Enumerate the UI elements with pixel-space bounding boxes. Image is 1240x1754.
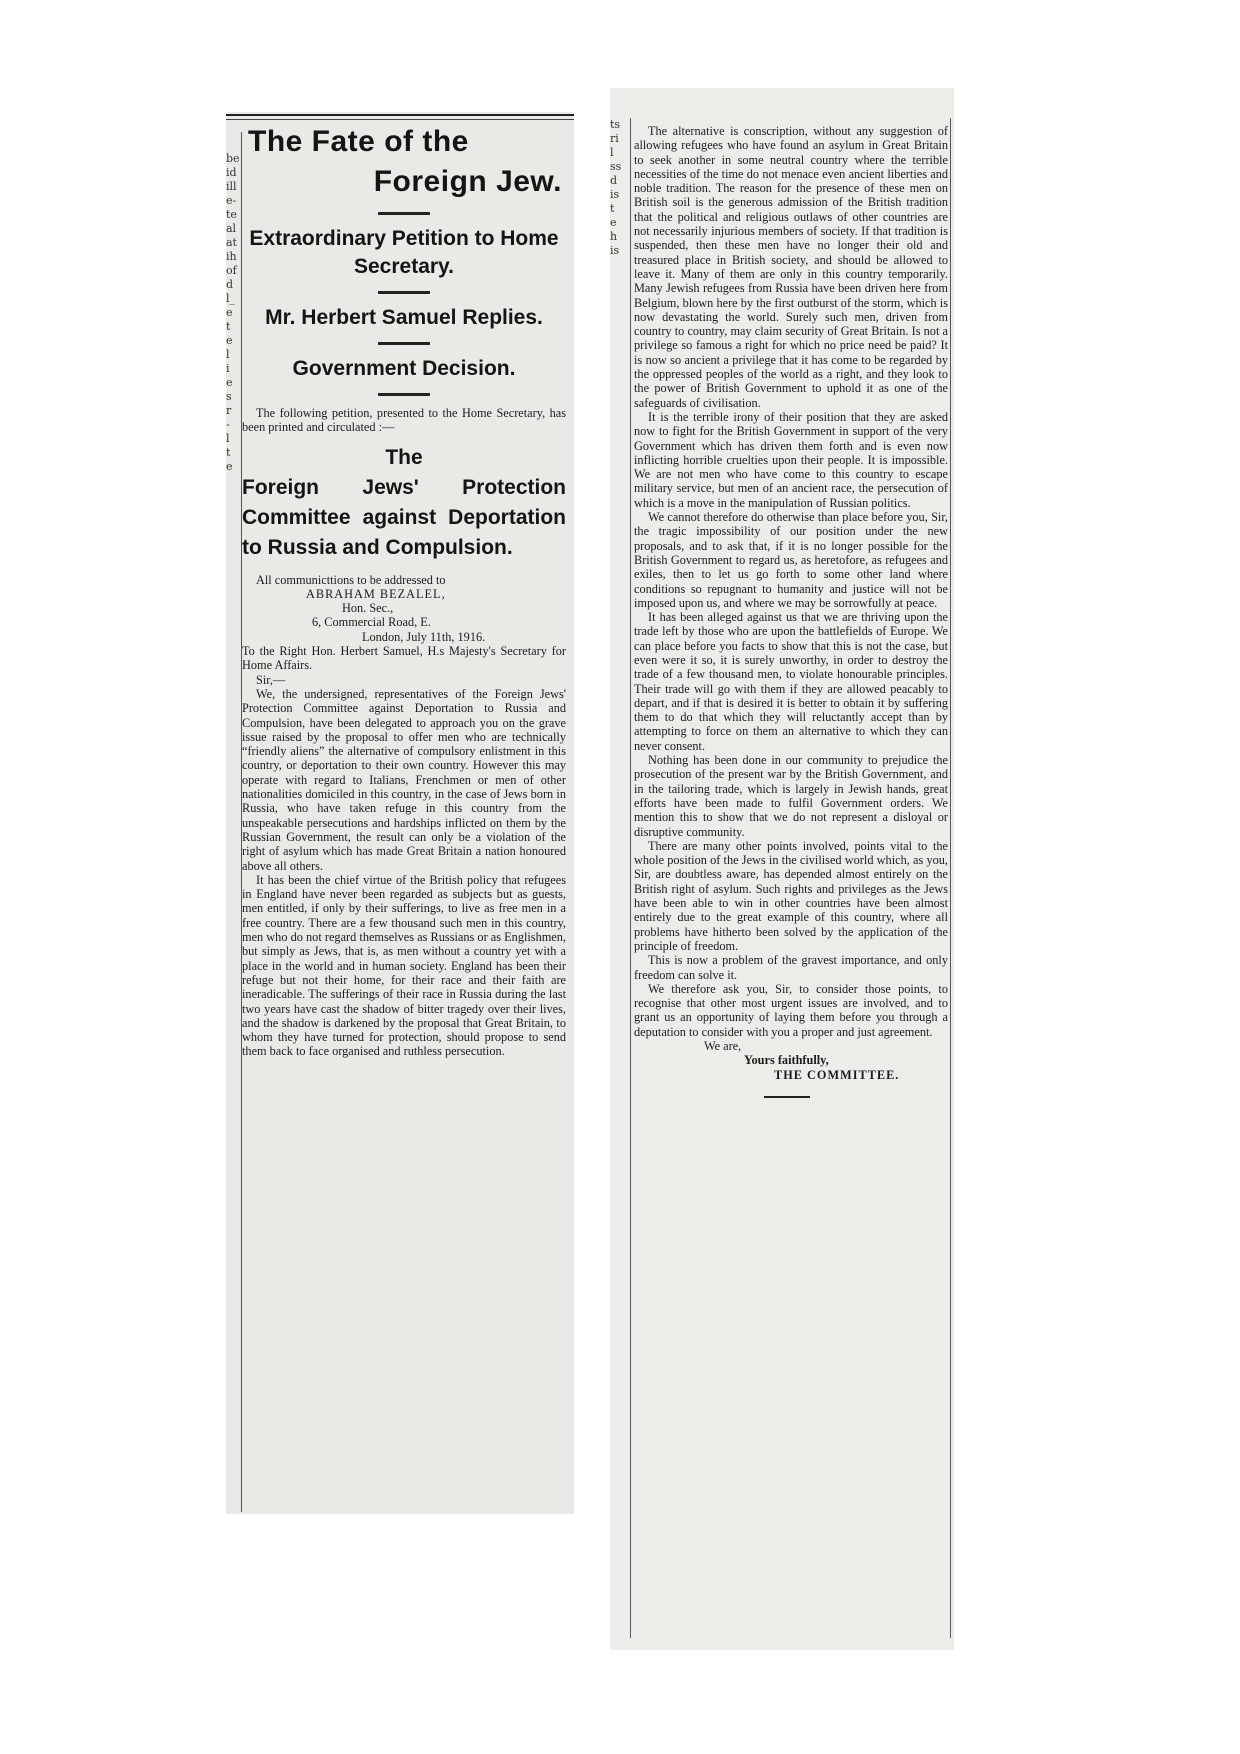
paragraph: There are many other points involved, points vital to the whole position of the Jews in the civilised world which, as you, Sir, are doubtless aware, has depended almost entirely on the British right of asylum. Such rights and privileges as the Jews have been able to win in other countries have been almost entirely due to the great example of this country, where all problems have hitherto been solved by the application of the principle of freedom. [634,838,948,953]
gutter-fragment: is [610,244,620,257]
column-rule [950,118,951,1638]
gutter-fragment: at [226,236,237,249]
divider [378,291,430,294]
gutter-fragment: l [610,146,614,159]
gutter-fragment: ill [226,180,237,193]
subheading-replies: Mr. Herbert Samuel Replies. [265,306,543,329]
committee-name: Foreign Jews' Protection Committee against Deportation to Russia and Compulsion. [242,475,566,559]
gutter-fragment: e [226,460,233,473]
headline-line1: The Fate of the [248,125,469,158]
gutter-fragment: ri [610,132,619,145]
headline-line2: Foreign Jew. [373,165,562,198]
divider [378,342,430,345]
closing-we-are: We are, [704,1039,742,1053]
subheading-decision: Government Decision. [292,357,516,380]
paragraph: We, the undersigned, representatives of the Foreign Jews' Protection Committee against Deportation to Russia and Compulsion, have been delegated to approach you on the grave issue raised by the proposal to offer men who are technically “friendly aliens” the alternative of compulsory enlistment in this country, or deportation to their own country. However this may operate with regard to Italians, Frenchmen or men of other nationalities domiciled in this country, in the case of Jews born in Russia, who have taken refuge in this country from the unspeakable persecutions and hardships inflicted on them by the Russian Government, the result can only be a violation of the right of asylum which has made Great Britain a nation honoured above all others. [242,686,566,873]
paragraph: It has been the chief virtue of the British policy that refugees in England have never been regarded as subjects but as guests, men entitled, if only by their sufferings, to live as free men in a free country. There are a few thousand such men in this country, men who do not regard themselves as Russians or as Englishmen, but simply as Jews, that is, as men without a country yet with a place in the world and in human society. England has been their refuge but not their home, for their race and their faith are ineradicable. The sufferings of their race in Russia during the last two years have cast the shadow of bitter tragedy over their lives, and the shadow is darkened by the proposal that Great Britain, to whom they have turned for protection, should propose to send them back to face organised and ruthless persecution. [242,872,566,1059]
committee-the: The [385,445,423,469]
gutter-fragment: - [226,418,230,431]
paragraph: We cannot therefore do otherwise than place before you, Sir, the tragic impossibility of our position under the new proposals, and to ask that, if it is no longer possible for the British Government to regard us, as heretofore, as refugees and exiles, then to let us go forth to some other land where conditions so repugnant to humanity and justice will not be imposed upon us, and where we may be sorrowfully at peace. [634,510,948,610]
gutter-fragment: e [226,306,233,319]
salutation: Sir,— [256,672,286,687]
gutter-fragment: h [610,230,618,243]
gutter-fragment: of [226,264,237,277]
gutter-fragment: ts [610,118,621,131]
gutter-fragment: r [226,404,232,417]
gutter-fragment: i [226,362,230,375]
gutter-fragment: e [226,334,233,347]
divider [378,393,430,396]
gutter-fragment: d [610,174,618,187]
gutter-fragment: e [610,216,617,229]
address-street: 6, Commercial Road, E. [312,615,431,630]
address-line: All communicttions to be addressed to [256,572,446,587]
gutter-fragment: ih [226,250,237,263]
subheading-petition: Extraordinary Petition to Home Secretary. [249,227,559,278]
gutter-fragment: t [226,320,231,333]
divider [378,212,430,215]
left-clipping [226,112,574,1514]
end-rule [764,1096,810,1098]
left-gutter-fragments [226,152,240,474]
gutter-fragment: e [226,376,233,389]
gutter-fragment: te [226,208,237,221]
gutter-fragment: d [226,278,234,291]
addressee: To the Right Hon. Herbert Samuel, H.s Majesty's Secretary for Home Affairs. [242,644,566,673]
gutter-fragment: l [226,432,230,445]
paragraph: It is the terrible irony of their position that they are asked now to fight for the British Government in support of the very Government which has driven them forth and is even now inflicting horrible cruelties upon their people. It is impossible. We are not men who have come to this country to escape military service, but men of an ancient race, the persecution of which is a move in the manipulation of Russian politics. [634,409,948,510]
gutter-fragment: id [226,166,237,179]
address-role: Hon. Sec., [342,601,394,616]
paragraph: This is now a problem of the gravest importance, and only freedom can solve it. [634,953,948,982]
address-date: London, July 11th, 1916. [362,629,486,644]
gutter-fragment: l [226,348,230,361]
paragraph: We therefore ask you, Sir, to consider those points, to recognise that other most urgent issues are involved, and to grant us an opportunity of laying them before you through a deputation to consider with you a proper and just agreement. [634,981,948,1039]
gutter-fragment: be [226,152,240,165]
address-name: ABRAHAM BEZALEL, [306,586,446,601]
paragraph: The alternative is conscription, without any suggestion of allowing refugees who have found an asylum in Great Britain to seek another in some neutral country where the terrible necessities of the time do not menace even ancient liberties and noble tradition. The reason for the presence of these men on British soil is the generous admission of the British tradition that the political and religious outlaws of other countries are not necessarily injurious members of society. If that tradition is suspended, then these men have no longer their old and treasured place in British society, and should be allowed to leave it. Many of them are only in this country temporarily. Many Jewish refugees from Russia have been driven here from Belgium, blown here by the first outburst of the storm, which is now devastating the world. Surely such men, driven from country to country, may claim security of Great Britain. Is not a privilege so famous a right for which no price need be paid? It is now so ancient a privilege that it has come to be regarded by the oppressed peoples of the world as a right, and they look to the power of British Government to uphold it as one of the safeguards of civilisation. [634,124,948,410]
closing-yours: Yours faithfully, [744,1053,829,1068]
left-column [242,122,566,1059]
gutter-fragment: ss [610,160,622,173]
paragraph: It has been alleged against us that we are thriving upon the trade left by those who are upon the battlefields of Europe. We can place before you facts to show that this is not the case, but even were it so, it is surely unworthy, in order to destroy the trade of a few thousand men, to violate honourable principles. Their trade will go with them if they are allowed peacably to depart, and if that is desired it is better to obtain it by suffering them to do that which they will reluctantly accept than by attempting to force on them an alternative to which they can never consent. [634,610,948,753]
column-rule [630,118,631,1638]
gutter-fragment: t [226,446,231,459]
intro-paragraph: The following petition, presented to the Home Secretary, has been printed and circulated :— [242,406,566,435]
top-rule [226,114,574,120]
right-gutter-fragments [610,118,624,258]
gutter-fragment: is [610,188,620,201]
paragraph: Nothing has been done in our community to prejudice the prosecution of the present war by the British Government, and in the tailoring trade, which is largely in Jewish hands, great efforts have been made to fulfil Government orders. We mention this to show that we do not represent a disloyal or disruptive community. [634,753,948,839]
gutter-fragment: t [610,202,615,215]
right-clipping [610,88,954,1650]
gutter-fragment: s [226,390,232,403]
right-column [634,124,948,1098]
signature: THE COMMITTEE. [774,1067,900,1082]
gutter-fragment: e- [226,194,237,207]
gutter-fragment: l_ [226,292,236,305]
gutter-fragment: al [226,222,237,235]
